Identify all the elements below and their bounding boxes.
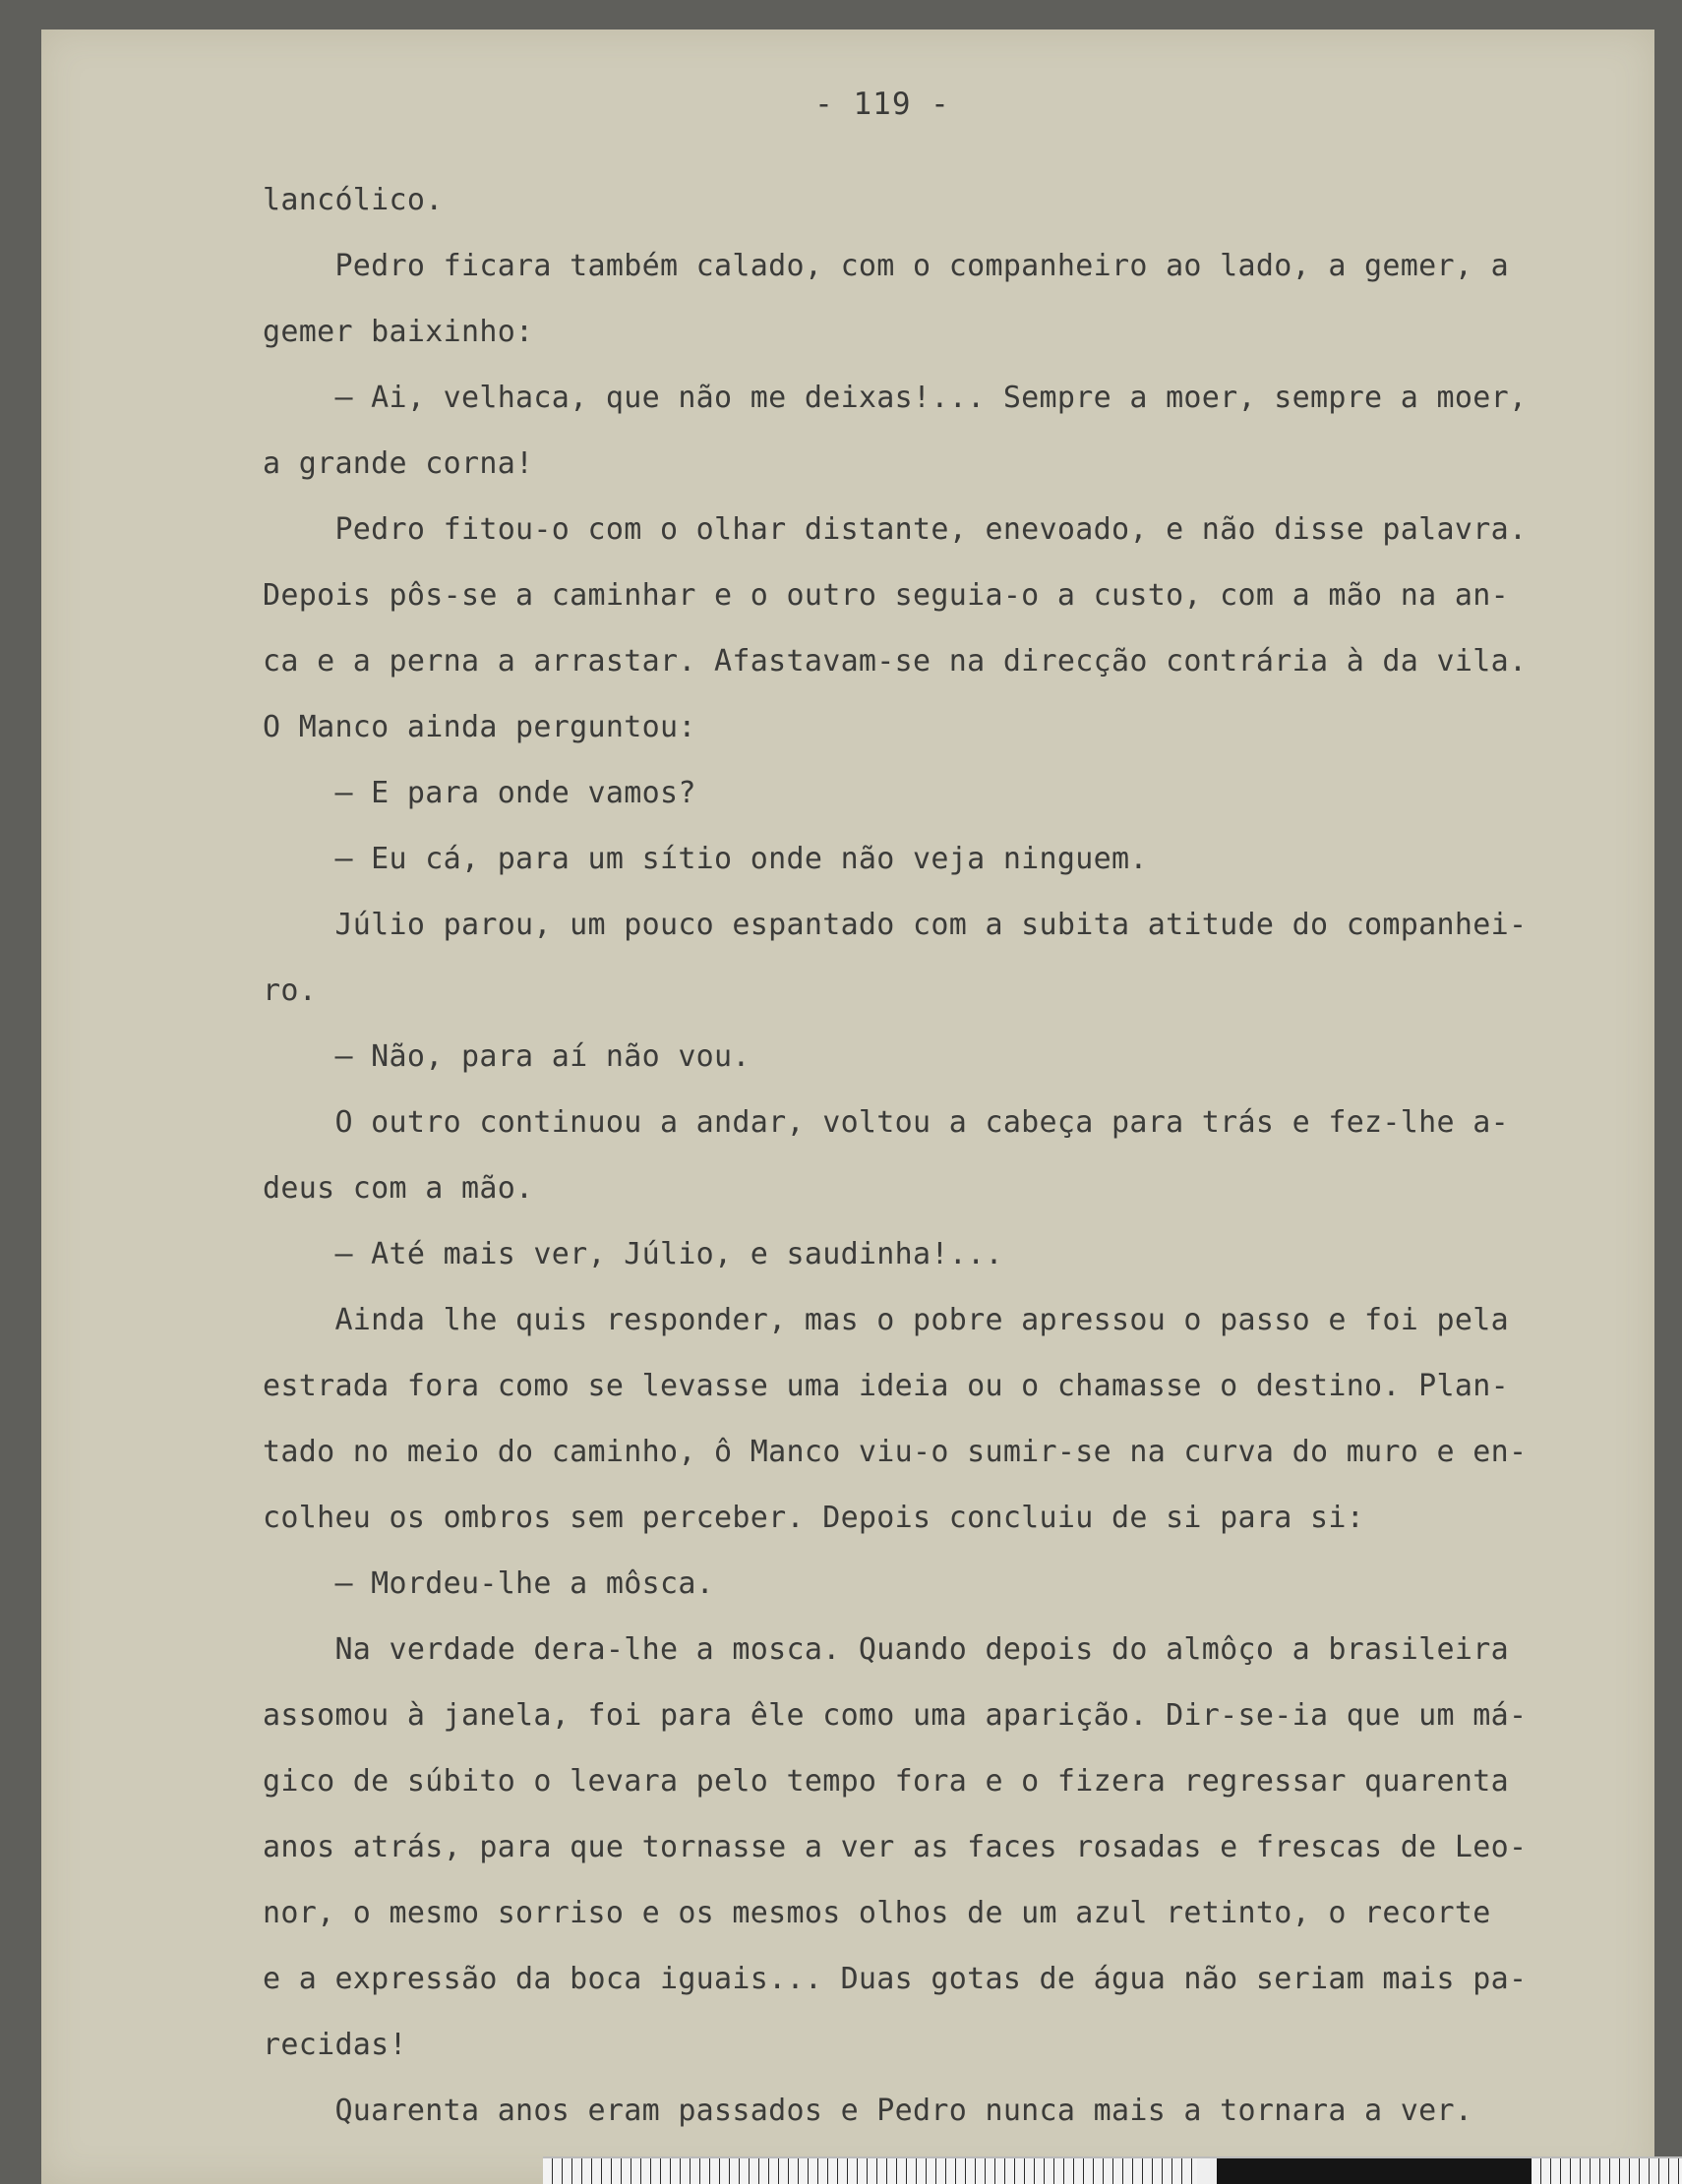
text-line: anos atrás, para que tornasse a ver as faces rosadas e frescas de Leo- [263, 1830, 1528, 1864]
text-line: Júlio parou, um pouco espantado com a subita atitude do companhei- [263, 908, 1528, 942]
text-line: lancólico. [263, 183, 444, 217]
scale-ruler [543, 2156, 1682, 2184]
text-line: deus com a mão. [263, 1171, 534, 1206]
text-line: tado no meio do caminho, ô Manco viu-o sumir-se na curva do muro e en- [263, 1435, 1528, 1469]
typescript-page [41, 30, 1654, 2184]
text-line: — Eu cá, para um sítio onde não veja ninguem. [263, 842, 1148, 876]
text-line: ca e a perna a arrastar. Afastavam-se na direcção contrária à da vila. [263, 644, 1528, 679]
page-body [263, 167, 1682, 2144]
text-line: a grande corna! [263, 446, 534, 481]
ruler-gap-segment [1197, 2156, 1217, 2184]
text-line: colheu os ombros sem perceber. Depois concluiu de si para si: [263, 1501, 1365, 1535]
text-line: Pedro ficara também calado, com o companheiro ao lado, a gemer, a [263, 249, 1509, 283]
ruler-white-segment [543, 2156, 1197, 2184]
text-line: nor, o mesmo sorriso e os mesmos olhos de um azul retinto, o recorte [263, 1896, 1491, 1930]
text-line: gemer baixinho: [263, 315, 534, 349]
text-line: estrada fora como se levasse uma ideia ou o chamasse o destino. Plan- [263, 1369, 1509, 1403]
text-line: — Ai, velhaca, que não me deixas!... Sempre a moer, sempre a moer, [263, 381, 1528, 415]
text-line: ro. [263, 974, 318, 1008]
text-line: — Até mais ver, Júlio, e saudinha!... [263, 1237, 1003, 1271]
text-line: Na verdade dera-lhe a mosca. Quando depois do almôço a brasileira [263, 1632, 1509, 1667]
text-line: Pedro fitou-o com o olhar distante, enevoado, e não disse palavra. [263, 512, 1528, 547]
ruler-end-segment [1532, 2156, 1682, 2184]
text-line: Depois pôs-se a caminhar e o outro seguia-o a custo, com a mão na an- [263, 578, 1509, 613]
text-line: O outro continuou a andar, voltou a cabeça para trás e fez-lhe a- [263, 1105, 1509, 1140]
text-line: gico de súbito o levara pelo tempo fora e o fizera regressar quarenta [263, 1764, 1509, 1799]
text-line: assomou à janela, foi para êle como uma aparição. Dir-se-ia que um má- [263, 1698, 1528, 1733]
text-line: — Não, para aí não vou. [263, 1039, 751, 1074]
text-line: — Mordeu-lhe a môsca. [263, 1566, 715, 1601]
text-line: Ainda lhe quis responder, mas o pobre apressou o passo e foi pela [263, 1303, 1509, 1337]
text-line: e a expressão da boca iguais... Duas gotas de água não seriam mais pa- [263, 1962, 1528, 1996]
text-line: O Manco ainda perguntou: [263, 710, 696, 744]
ruler-black-segment [1217, 2156, 1532, 2184]
page-number: - 119 - [814, 87, 950, 122]
text-line: Quarenta anos eram passados e Pedro nunca mais a tornara a ver. [263, 2094, 1473, 2128]
text-line: — E para onde vamos? [263, 776, 696, 810]
text-line: recidas! [263, 2028, 407, 2062]
